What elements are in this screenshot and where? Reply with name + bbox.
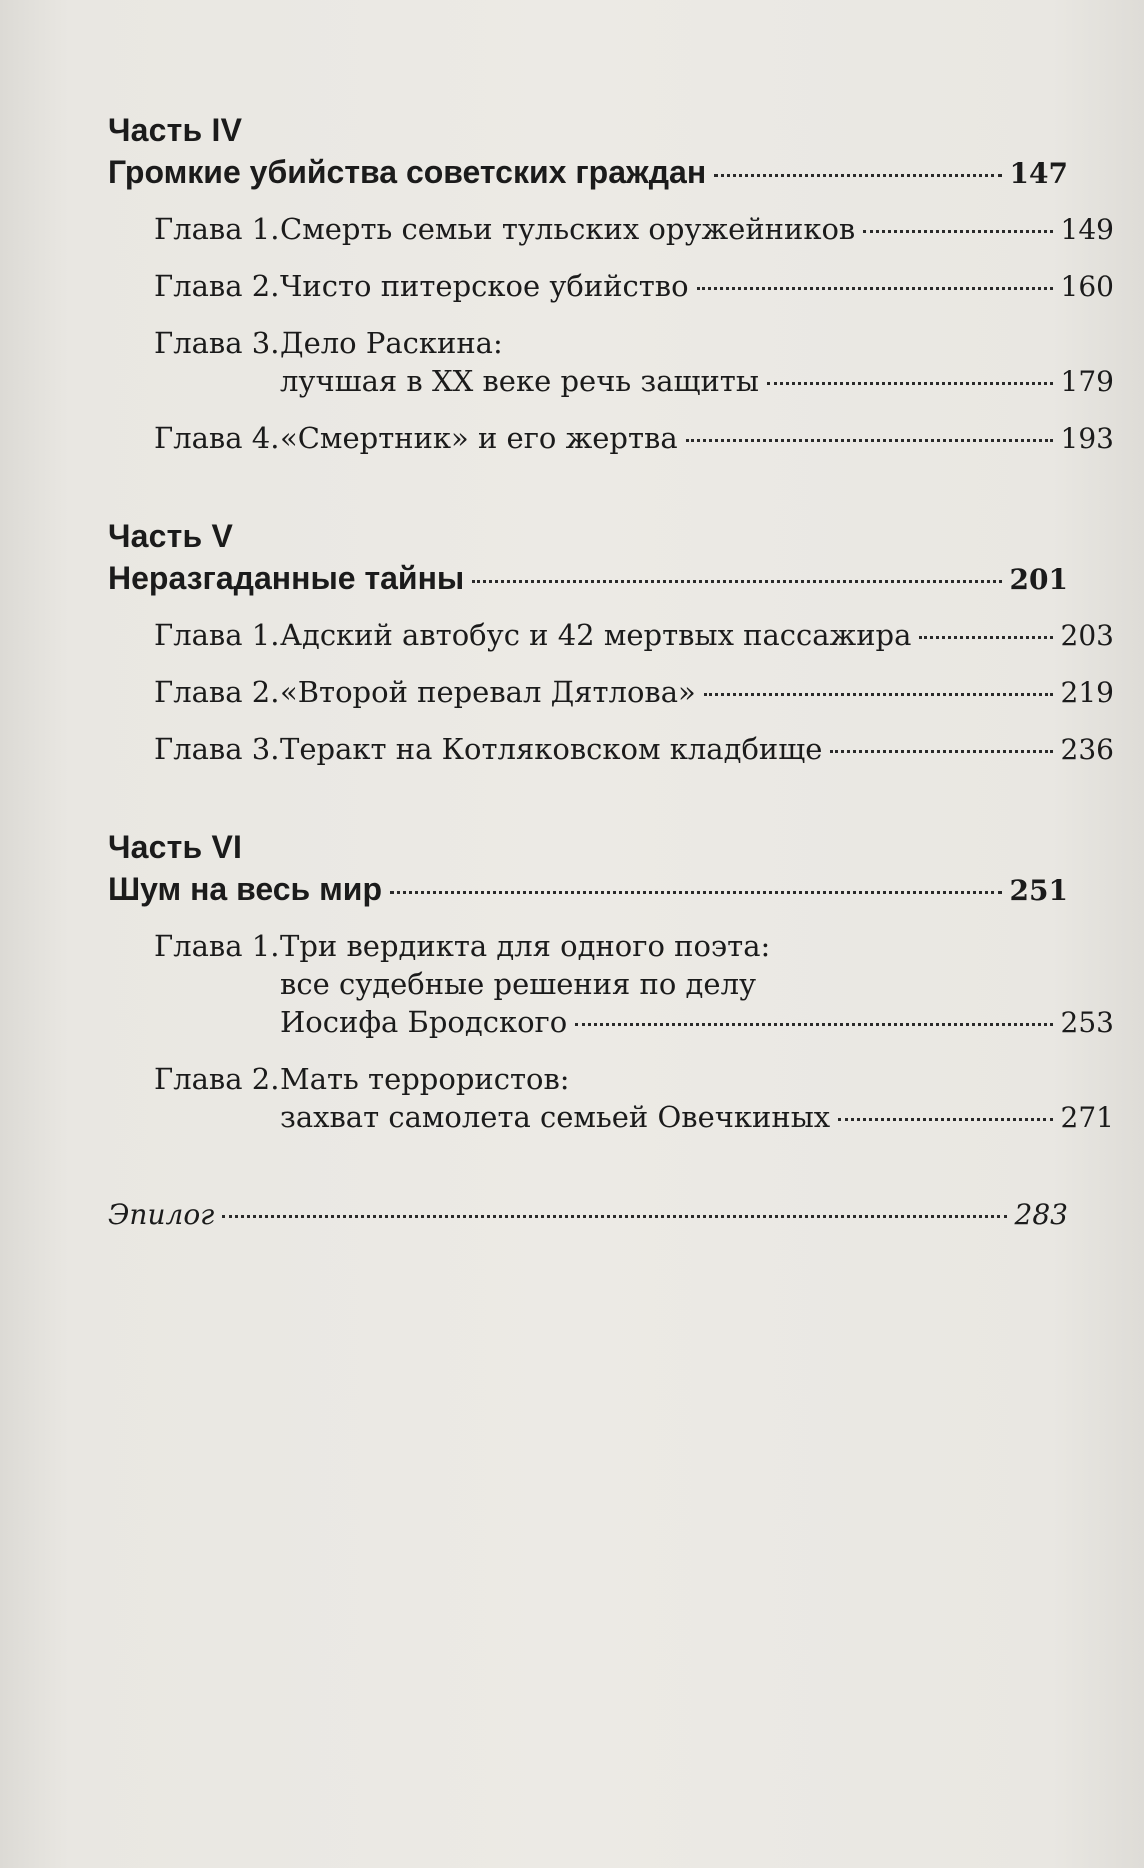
dot-leader [575,1023,1052,1026]
chapter-label: Глава 1. [154,212,280,246]
chapter-title: «Второй перевал Дятлова» [280,675,696,709]
page-number: 271 [1060,1101,1114,1134]
chapter-title: «Смертник» и его жертва [280,421,678,455]
page-number: 251 [1009,874,1068,907]
page-number: 283 [1014,1198,1068,1231]
table-of-contents [108,110,1114,1235]
chapter-label: Глава 3. [154,326,280,360]
chapter-entry [108,1060,1114,1137]
part-label: Часть IV [108,112,243,148]
part-title: Шум на весь мир [108,871,382,907]
chapter-entry [108,419,1114,458]
chapter-entry [108,324,1114,401]
dot-leader [919,636,1052,639]
chapter-label: Глава 4. [154,421,280,455]
chapter-title-line: все судебные решения по делу [280,967,757,1001]
dot-leader [686,439,1053,442]
chapter-entry [108,730,1114,769]
chapter-entry [108,927,1114,1042]
dot-leader [697,287,1053,290]
dot-leader [390,891,1002,894]
part-title: Громкие убийства советских граждан [108,154,707,190]
dot-leader [863,230,1052,233]
part-title-entry [108,556,1068,602]
epilogue-entry [108,1195,1068,1235]
chapter-title: Теракт на Котляковском кладбище [280,732,823,766]
chapter-title: Иосифа Бродского [280,1005,568,1039]
chapter-title-line: Дело Раскина: [280,326,503,360]
dot-leader [222,1215,1006,1218]
chapter-entry [108,616,1114,655]
chapter-label: Глава 1. [154,618,280,652]
epilogue-title: Эпилог [108,1198,215,1231]
chapter-title: Смерть семьи тульских оружейников [280,212,856,246]
dot-leader [472,580,1001,583]
chapter-title: Чисто питерское убийство [280,269,689,303]
chapter-title: захват самолета семьей Овечкиных [280,1100,831,1134]
part-title-entry [108,867,1068,913]
page-number: 179 [1060,365,1114,398]
part-label: Часть VI [108,829,243,865]
part-title: Неразгаданные тайны [108,560,465,596]
chapter-title: лучшая в XX веке речь защиты [280,364,759,398]
part-label: Часть V [108,518,234,554]
chapter-label: Глава 3. [154,732,280,766]
chapter-title: Адский автобус и 42 мертвых пассажира [280,618,912,652]
page-number: 253 [1060,1006,1114,1039]
page-number: 203 [1060,619,1114,652]
page-number: 149 [1060,213,1114,246]
page-number: 219 [1060,676,1114,709]
chapter-label: Глава 2. [154,269,280,303]
chapter-entry [108,210,1114,249]
dot-leader [714,174,1001,177]
chapter-title-line: Мать террористов: [280,1062,570,1096]
chapter-entry [108,267,1114,306]
dot-leader [830,750,1052,753]
part-title-entry [108,150,1068,196]
page-number: 147 [1009,157,1068,190]
chapter-entry [108,673,1114,712]
dot-leader [838,1118,1052,1121]
page-number: 236 [1060,733,1114,766]
chapter-label: Глава 2. [154,675,280,709]
chapter-label: Глава 1. [154,929,280,963]
chapter-label: Глава 2. [154,1062,280,1096]
dot-leader [704,693,1053,696]
page-number: 201 [1009,563,1068,596]
chapter-title-line: Три вердикта для одного поэта: [280,929,771,963]
page-number: 160 [1060,270,1114,303]
dot-leader [767,382,1053,385]
page-number: 193 [1060,422,1114,455]
